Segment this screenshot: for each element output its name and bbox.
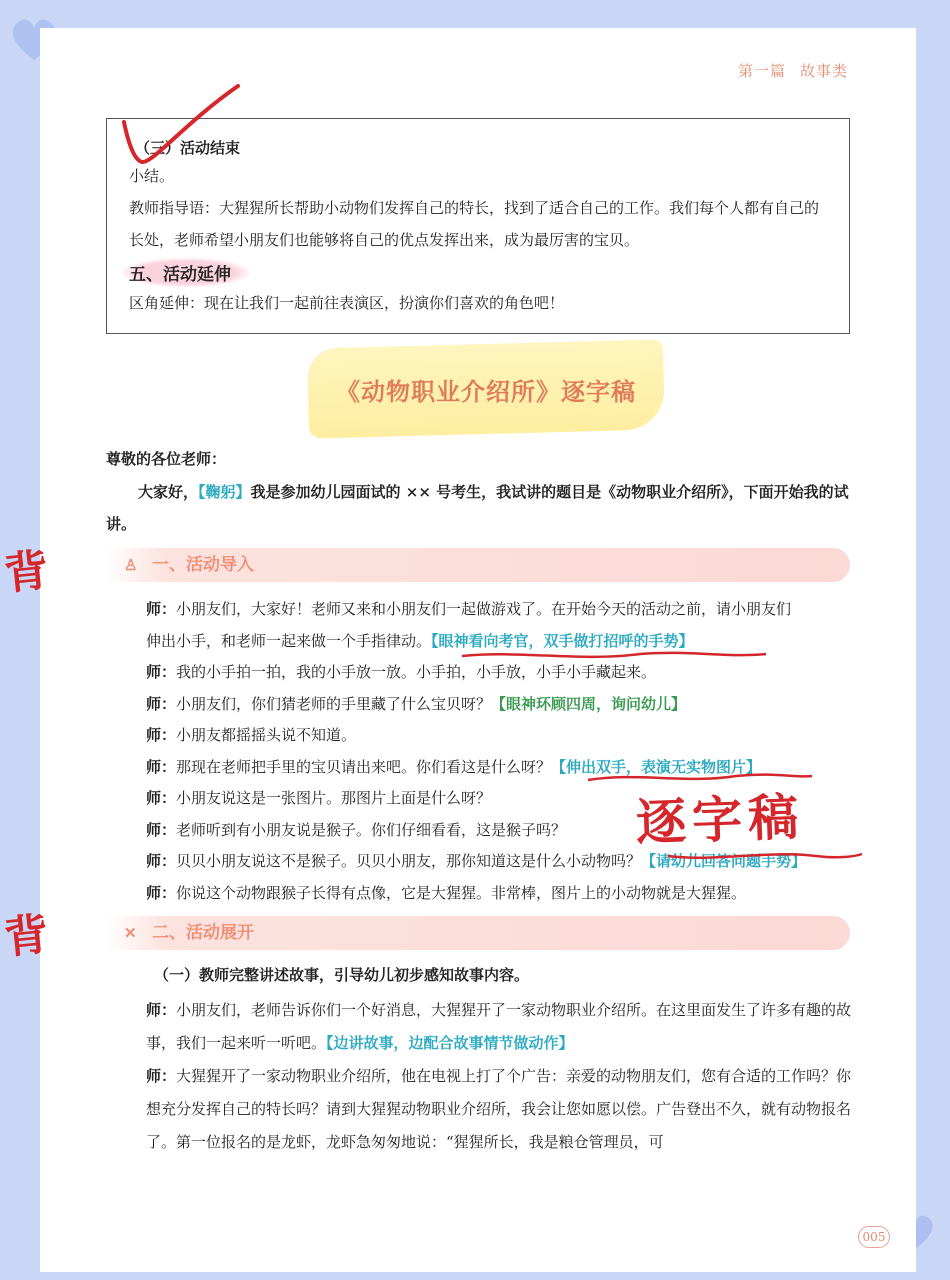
section-2-story (146, 994, 856, 1159)
arrows-icon: ✕ (124, 924, 137, 942)
bow-tag: 【鞠躬】 (198, 483, 251, 501)
section-2-title: 二、活动展开 (152, 923, 254, 943)
dialogue-text: 贝贝小朋友说这不是猴子。贝贝小朋友，那你知道这是什么小动物吗？ (176, 852, 642, 870)
speaker-label: 师： (146, 757, 177, 776)
page-title: 《动物职业介绍所》逐字稿 (336, 377, 636, 406)
dialogue-text: 小朋友们，大家好！老师又来和小朋友们一起做游戏了。在开始今天的活动之前，请小朋友们 (176, 600, 792, 618)
speaker-label: 师： (146, 883, 177, 902)
dialogue-line (146, 657, 856, 689)
activity-end-subtitle: （三）活动结束 (135, 139, 241, 157)
dialogue-line (146, 626, 856, 658)
action-tag: 【边讲故事，边配合故事情节做动作】 (326, 1034, 574, 1052)
header-part: 第一篇 (737, 62, 786, 80)
speaker-label: 师： (146, 789, 177, 807)
intro-before: 大家好， (138, 483, 199, 501)
story-paragraph (146, 1060, 856, 1159)
dialogue-text: 伸出小手，和老师一起来做一个手指律动。 (146, 631, 432, 650)
page-number: 005 (858, 1226, 890, 1248)
section-1-heading (106, 548, 850, 582)
dialogue-line (146, 878, 856, 910)
action-tag: 【眼神看向考官，双手做打招呼的手势】 (431, 631, 694, 650)
speaker-label: 师： (146, 1001, 177, 1019)
speaker-label: 师： (146, 820, 177, 839)
pawn-icon: ♙ (124, 556, 138, 574)
dialogue-line (146, 594, 856, 626)
dialogue-text: 你说这个动物跟猴子长得有点像，它是大猩猩。非常棒，图片上的小动物就是大猩猩。 (176, 883, 747, 902)
dialogue-text: 小朋友都摇摇头说不知道。 (176, 726, 357, 744)
header-category: 故事类 (799, 62, 848, 80)
section-1-title: 一、活动导入 (152, 555, 254, 575)
document-page (1, 28, 916, 1272)
handwritten-big-note: 逐字稿 (635, 788, 806, 852)
page-header (738, 60, 848, 81)
dialogue-text: 我的小手拍一拍，我的小手放一放。小手拍，小手放，小手小手藏起来。 (176, 663, 657, 681)
story-text: 小朋友们，老师告诉你们一个好消息，大猩猩开了一家动物职业介绍所。在这里面发生了许多有趣的故事，我们一起来听一听吧。 (146, 1001, 852, 1052)
speaker-label: 师： (146, 600, 177, 618)
greeting: 尊敬的各位老师： (106, 450, 227, 468)
story-paragraph (146, 994, 856, 1060)
dialogue-text: 那现在老师把手里的宝贝请出来吧。你们看这是什么呀？ (176, 757, 552, 776)
dialogue-line (146, 720, 856, 752)
handwritten-note: 背 (1, 544, 52, 601)
dialogue-text: 老师听到有小朋友说是猴子。你们仔细看看，这是猴子吗？ (176, 820, 567, 839)
activity-end-box (106, 118, 850, 334)
action-tag: 【眼神环顾四周，询问幼儿】 (491, 694, 687, 713)
dialogue-line (146, 689, 856, 721)
dialogue-text: 小朋友们，你们猜老师的手里藏了什么宝贝呀？ (176, 694, 492, 713)
extension-title: 五、活动延伸 (123, 258, 249, 287)
teacher-guide-text: 教师指导语：大猩猩所长帮助小动物们发挥自己的特长，找到了适合自己的工作。我们每个人都有自己的长处，老师希望小朋友们也能够将自己的优点发挥出来，成为最厉害的宝贝。 (129, 199, 820, 249)
speaker-label: 师： (146, 663, 177, 681)
dialogue-text: 小朋友说这是一张图片。那图片上面是什么呀？ (176, 789, 492, 807)
section-2-heading (106, 916, 850, 950)
handwritten-note: 背 (1, 908, 52, 965)
speaker-label: 师： (146, 726, 177, 744)
intro-after: 我是参加幼儿园面试的 ×× 号考生，我试讲的题目是《动物职业介绍所》，下面开始我的试讲。 (106, 483, 849, 533)
action-tag: 【请幼儿回答问题手势】 (641, 852, 807, 870)
section-2-subhead: （一）教师完整讲述故事，引导幼儿初步感知故事内容。 (154, 966, 530, 984)
speaker-label: 师： (146, 1067, 177, 1085)
speaker-label: 师： (146, 694, 177, 713)
extension-text: 区角延伸：现在让我们一起前往表演区，扮演你们喜欢的角色吧！ (129, 294, 565, 312)
section-1-dialogue (146, 594, 856, 909)
story-text: 大猩猩开了一家动物职业介绍所，他在电视上打了个广告：亲爱的动物朋友们，您有合适的工作吗？你想充分发挥自己的特长吗？请到大猩猩动物职业介绍所，我会让您如愿以偿。广告登出不久，就有动物报名了。第一位报名的是龙虾，龙虾急匆匆地说：“猩猩所长，我是粮仓管理员，可 (146, 1067, 852, 1151)
speaker-label: 师： (146, 852, 177, 870)
summary-text: 小结。 (129, 167, 175, 185)
intro-paragraph (106, 476, 854, 540)
action-tag: 【伸出双手，表演无实物图片】 (551, 757, 762, 776)
